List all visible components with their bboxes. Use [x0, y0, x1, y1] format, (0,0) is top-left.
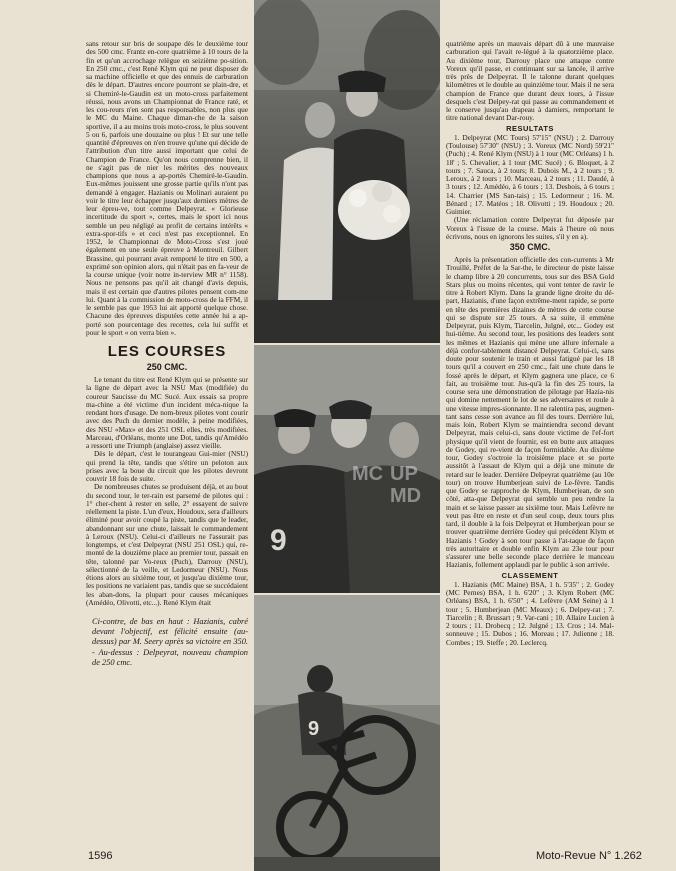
- magazine-issue: Moto-Revue N° 1.262: [536, 850, 642, 862]
- course-250-paragraph-3: De nombreuses chutes se produisent déjà, et au bout du second tour, le ter-rain est parsemé de pilotes qui : 1° cher-chent à rester en selle, 2° essayent de suivre réellement la piste. L'un d'eux, Houdoux, sera d'ailleurs éliminé pour avoir coupé la piste, tandis que le leader, abandonnant sur une chute, laissait le commandement à Leroux (NSU). Celui-ci d'ailleurs ne l'assurait pas longtemps, et c'est Delpeyrat (NSU 251 OSL) qui, re-monté de la douzième place au premier tour, passait en tête, talonné par Vo-reux (Puch), Darrouy (NSU), sélectionné de la veille, et Ledormeur (NSU). Nous étions alors au sixième tour, et jusqu'au dixième tour, les positions ne variaient pas, tandis que se succédaient les aban-dons, la plupart pour causes mécaniques (Amédéo, Olivotti, etc...). René Klym était: [86, 482, 248, 607]
- course-250-paragraph-1: Le tenant du titre est René Klym qui se présente sur la ligne de départ avec la NSU Max (modifiée) du coureur Saucisse du MC Sucé. Aux essais sa propre ma-chine a été victime d'un incident méca-nique la rendant hors d'usage. De nom-breux pilotes vont courir avec des Puch du dernier modèle, à peine modifiées, des NSU «Max» et des 251 OSL elles, très modifiées. Marceau, d'Orléans, monte une Dot, tandis qu'Amédéo a ressorti une Triumph (anglaise) assez vieille.: [86, 375, 248, 450]
- photo-riders-trophy: [254, 0, 440, 343]
- classement-title: CLASSEMENT: [501, 570, 559, 580]
- intro-paragraph: sans retour sur bris de soupape dès le deuxième tour des 500 cmc. Frantz en-core quatrième à 10 tours de la fin et qu'un accrochage relègue en seizième po-sition. En 250 cmc., c'est René Klym qui ne peut disposer de sa machine officielle et que des ennuis de carburation dès le départ. D'autres encore pourront se plain-dre, et si Chemiré-le-Gaudin est un moto-cross parfaitement réussi, nous avons un Championnat de France raté, et les cou-reurs n'en sont pas responsables, non plus que le MC du Maine. Chaque diman-che de la saison sportive, il a au moins trois moto-cross, le plus souvent 5 ou 6, parfois une douzaine ou plus ! Et sur une telle quantité d'épreuves on n'en trouve qu'une qui décide de l'attribution d'un titre aussi important que celui de Champion de France. Qu'on nous comprenne bien, il ne s'agit pas de nier les mérites des nouveaux champions que nous a ap-portés Chemiré-le-Gaudin. Eux-mêmes jouissent une grosse partie qu'ils n'ont pas demandé à engager. Hazianis ou Molinari auraient pu voir le titre leur échapper jusqu'aux derniers mètres de leur épreu-ve, tout comme Delpeyrat. « Glorieuse incertitude du sport », certes, mais le sport ici nous semble un peu négligé au profit de certains intérêts « extra-spor-tifs » et ceci n'est pas exceptionnel. En 1952, le Championnat de Moto-Cross s'est joué également en une seule épreuve à Montreuil. Gilbert Brassine, qui pourrant avait remporté le titre en 500, a exprimé son opinion alors, qui n'était pas en fa-veur de la course unique (voir notre in-terview MR n° 1158). Nous ne pensons pas qu'il ait changé d'avis depuis, mais il est certain que d'autres pilotes pensent com-me lui. Quant à la commission de moto-cross de la FFM, il le semble pas que 1953 lui ait apporté quelque chose. Chacune des épreuves disputées cette année lui a ap-porté son pourcentage des recettes, cela lui suffit et pour le sport « on verra bien ».: [86, 40, 248, 337]
- section-title-courses: LES COURSES: [107, 343, 227, 360]
- course-250-continuation: quatrième après un mauvais départ dû à une mauvaise carburation qui l'avait re-légué à la quatorzième place. Au dixième tour, Darrouy place une attaque contre Voreux qu'il passe, et continuant sur sa lancée, il arrive très près de Delpeyrat. Il le talonne durant quelques kilomètres et le double au quinzième tour. Mais il ne sera champion de France que durant deux tours, à l'issue desquels c'est Delpey-rat qui passe au commandement et le conserve jusqu'au drapeau à damiers, remportant le titre national devant Dar-rouy.: [446, 40, 614, 123]
- results-title: RESULTATS: [506, 123, 554, 133]
- svg-text:MC: MC: [352, 463, 384, 485]
- watermark-logo: [346, 456, 438, 512]
- svg-text:9: 9: [270, 524, 287, 557]
- left-column: [86, 40, 248, 830]
- results-note: (Une réclamation contre Delpeyrat fut déposée par Voreux à l'issue de la course. Mais à l'heure où nous écrivons, nous en ignorons les suites, s'il y en a).: [446, 215, 614, 241]
- right-column: [446, 40, 614, 830]
- svg-text:9: 9: [308, 718, 320, 740]
- classement-350: 1. Hazianis (MC Maine) BSA, 1 h. 5'35" ; 2. Godey (MC Pernes) BSA, 1 h. 6'20" ; 3. Klym Robert (MC Orléans) BSA, 1 h. 6'50" ; 4. Lefèvre (AM Seine) à 1 tour ; 5. Humberjean (MC Meaux) ; 6. Delpey-rat ; 7. Tiarcelin ; 8. Brussart ; 9. Var-cani ; 10. Allaire Lucien à 2 tours ; 11. Drobecq ; 12. Julgné ; 13. Cros ; 14. Mal-sonneuve ; 15. Dubos ; 16. Moreau ; 17. Julienne ; 18. Combes ; 19. Steffe ; 20. Leclercq.: [446, 579, 614, 647]
- subtitle-250cmc: 250 CMC.: [146, 362, 188, 372]
- course-250-paragraph-2: Dès le départ, c'est le tourangeau Gui-mier (NSU) qui prend la tête, tandis que s'étire un peloton aux prises avec la boue du circuit que les pilotes devront couvrir 18 fois de suite.: [86, 449, 248, 483]
- results-250: 1. Delpeyrat (MC Tours) 57'15" (NSU) ; 2. Darrouy (Toulouse) 57'30" (NSU) ; 3. Voreux (MC Nord) 59'21" (Puch) ; 4. René Klym (NSU) à 1 tour (MC Orléans) 1 h. 18' ; 5. Chevalier, à 1 tour (MC Sucé) ; 6. Bloquet, à 2 tours ; 7. Sauca, à 2 tours; 8. Dubois M., à 2 tours ; 9. Leroux, à 2 tours ; 10. Marceau, à 2 tours ; 11. Daudé, à 3 tours ; 12. Amédéo, à 6 tours ; 13. Desbois, à 6 tours ; 14. Charrier (MS San-tais) ; 15. Ledormeur ; 16. M. Bénard ; 17. Matéos ; 18. Olivotti ; 19. Houdoux ; 20. Guimier.: [446, 132, 614, 216]
- photo-caption: Ci-contre, de bas en haut : Hazianis, cabré devant l'objectif, est félicité ensuite (au-dessus) par M. Seery après sa victoire en 350. - Au-dessus : Delpeyrat, nouveau champion de 250 cmc.: [92, 617, 248, 667]
- page-number: 1596: [88, 850, 113, 862]
- subtitle-350cmc: 350 CMC.: [509, 242, 551, 252]
- svg-text:UP: UP: [390, 463, 418, 485]
- svg-text:MD: MD: [390, 485, 422, 507]
- course-350-paragraph: Après la présentation officielle des con-currents à Mr Trouillé, Préfet de la Sar-the, le directeur de piste laisse le champ libre à 20 concurrents, tous sur des BSA Gold Stars plus ou moins récentes, qui vont tenter de ravir le titre à Robert Klym. Dans la grande ligne droite du dé-part, Hazianis, d'une façon extrême-ment rapide, se porte en tête des premières dizaines de mètres de cette course qui se dispute sur 25 tours. A sa suite, il emmène Delpeyrat, puis Klym, Tiarcelin, Julgné, etc... Godey est hui-tième. Au second tour, les positions des leaders sont les mêmes et Hazianis qui mène une allure infernale a déjà confor-tablement distancé Delpeyrat. Celui-ci, sans doute pour soutenir le train et aussi fatigué par les 18 tours qu'il a couvert en 250 cmc., fait une chute dans le fossé après le départ, et Klym gagnera une place, ce 6 fait, au troisième tour. Jus-qu'à la fin des 25 tours, la course sera une démonstration de pilotage par Hazia-nis qui domine nettement le lot de ses adversaires et roule à une vitesse impres-sionnante. Il ne ralentira pas, augmen-tant sans cesse son avance au fil des tours. Derrière lui, mais loin, Robert Klym se maintiendra second devant Delpeyrat, mais celui-ci, sans doute victime de l'ef-fort physique qu'il vient de fournir, est en butte aux attaques de Godey, qui re-vient de façon formidable. Au dixième tour, Godey s'octroie la troisième place et se porte aussitôt à l'assaut de Klym qui a déjà une minute de retard sur le leader. Derrière Delpeyrat quatrième (au 10e tour) on trouve Humberjean suivi de Le-fèvre. Tandis que Godey se rapproche de Klym, Humberjean, de son côté, atta-que Delpeyrat qui semble un peu rendre la main et se laisse passer au sixième tour. Mais Lefèvre ne veut pas être en reste et d'un seul coup, deux tours plus tard, il double à la fois Delpeyrat et Humberjean pour se trouver quatrième derrière Godey qui précédent Klym et Hazianis ! Godey à son tour passe à l'at-taque de façon très autoritaire et double enfin Klym au 23e tour pour s'assurer une belle seconde place derrière le manceau Hazianis, follement applaudi par le public à son arrivée.: [446, 255, 614, 570]
- photo-motorcycle-wheelie: [254, 595, 440, 871]
